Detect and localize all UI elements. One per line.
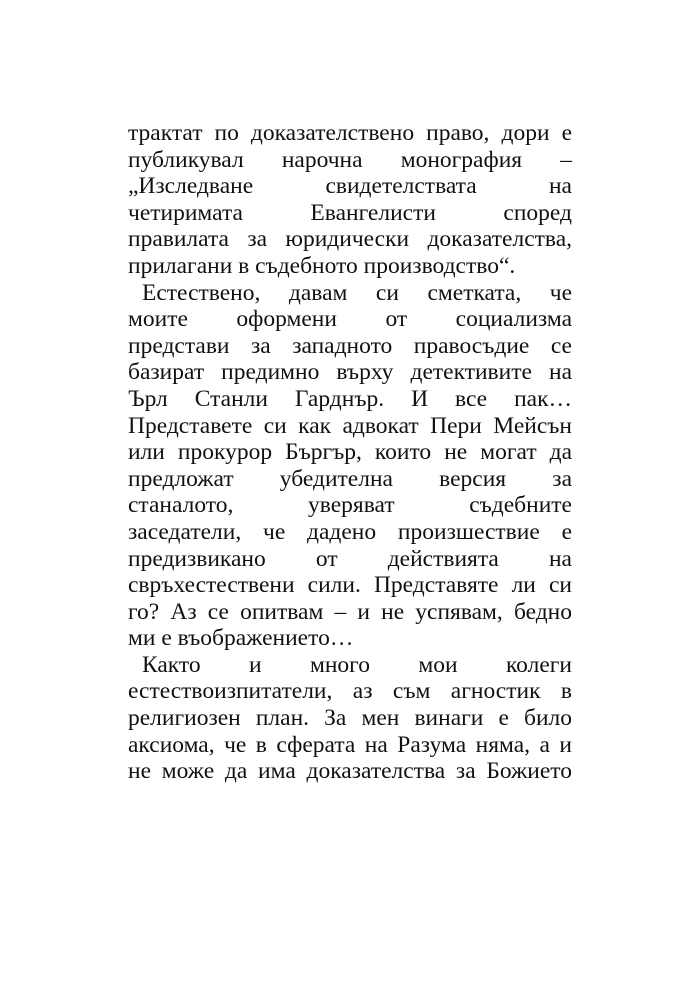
text-line: станалото, уверяват съдебните	[128, 492, 572, 519]
text-line: моите оформени от социализма	[128, 306, 572, 333]
document-page	[128, 120, 572, 785]
text-line: или прокурор Бъргър, които не могат да	[128, 439, 572, 466]
text-line: Както и много мои колеги	[142, 651, 572, 678]
text-line: ми е въображението…	[128, 625, 354, 652]
text-line: предизвикано от действията на	[128, 545, 572, 572]
text-line: базират предимно върху детективите на	[128, 359, 572, 386]
paragraph-2	[128, 280, 572, 652]
text-line: заседатели, че дадено произшествие е	[128, 518, 572, 545]
text-line: Ърл Станли Гарднър. И все пак…	[128, 385, 572, 412]
paragraph-3	[128, 652, 572, 785]
text-line: Представете си как адвокат Пери Мейсън	[128, 412, 572, 439]
text-line: го? Аз се опитвам – и не успявам, бедно	[128, 598, 572, 625]
text-line: четиримата Евангелисти според	[128, 199, 572, 226]
text-line: естествоизпитатели, аз съм агностик в	[128, 678, 572, 705]
paragraph-1	[128, 120, 572, 280]
text-line: аксиома, че в сферата на Разума няма, а и	[128, 731, 572, 758]
text-line: представи за западното правосъдие се	[128, 332, 572, 359]
text-line: свръхестествени сили. Представяте ли си	[128, 572, 572, 599]
text-line: предложат убедителна версия за	[128, 465, 572, 492]
text-line: правилата за юридически доказателства,	[128, 226, 572, 253]
text-line: религиозен план. За мен винаги е било	[128, 705, 572, 732]
text-line: трактат по доказателствено право, дори е	[128, 120, 572, 146]
text-line: не може да има доказателства за Божието	[128, 758, 572, 785]
text-line: „Изследване свидетелствата на	[128, 173, 572, 200]
text-line: Естествено, давам си сметката, че	[142, 279, 572, 306]
text-line: публикувал нарочна монография –	[128, 146, 572, 173]
text-line: прилагани в съдебното производство“.	[128, 252, 516, 279]
